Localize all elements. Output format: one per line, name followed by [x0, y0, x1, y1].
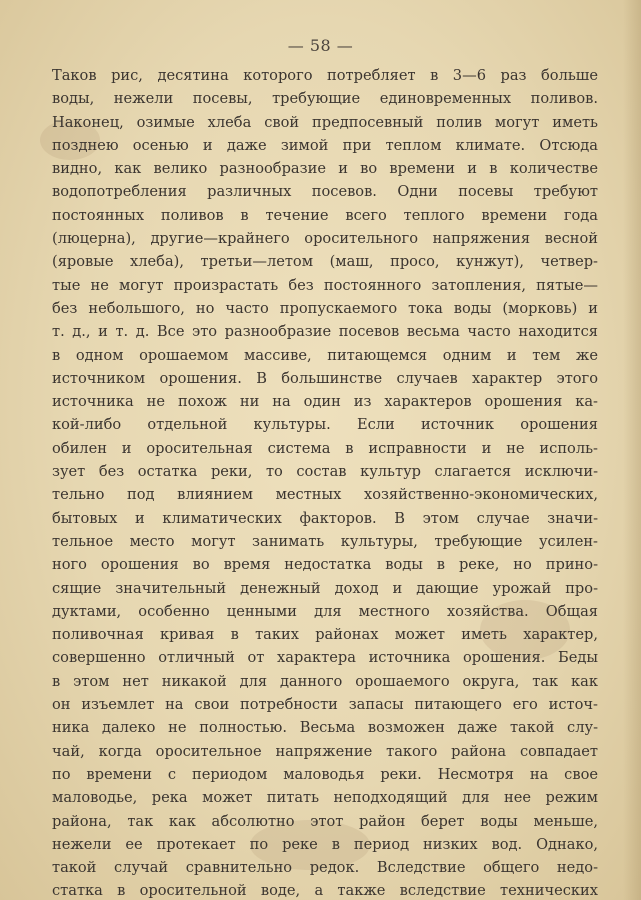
page-edge-shadow [623, 0, 641, 900]
text-line: т. д., и т. д. Все это разнообразие посевов весьма часто находится [52, 323, 598, 341]
text-line: источника не похож ни на один из характеров орошения ка- [52, 393, 598, 411]
text-line: маловодье, река может питать неподходящий для нее режим [52, 789, 598, 807]
text-line: такой случай сравнительно редок. Вследствие общего недо- [52, 859, 598, 877]
body-text [52, 64, 598, 900]
text-line: кой-либо отдельной культуры. Если источник орошения [52, 416, 598, 434]
text-line: в одном орошаемом массиве, питающемся одним и тем же [52, 346, 598, 364]
text-line: тые не могут произрастать без постоянного затопления, пятые— [52, 276, 598, 294]
page-number: — 58 — [287, 36, 354, 55]
text-line: совершенно отличный от характера источника орошения. Беды [52, 649, 598, 667]
text-line: в этом нет никакой для данного орошаемого округа, так как [52, 672, 598, 690]
text-line: ника далеко не полностью. Весьма возможен даже такой слу- [52, 719, 598, 737]
text-line: он изъемлет на свои потребности запасы питающего его источ- [52, 696, 598, 714]
text-line: тельно под влиянием местных хозяйственно-экономических, [52, 486, 598, 504]
text-line: источником орошения. В большинстве случаев характер этого [52, 369, 598, 387]
text-line: поливочная кривая в таких районах может иметь характер, [52, 626, 598, 644]
text-line: (люцерна), другие—крайнего оросительного напряжения весной [52, 230, 598, 248]
text-line: нежели ее протекает по реке в период низких вод. Однако, [52, 835, 598, 853]
text-line: видно, как велико разнообразие и во времени и в количестве [52, 160, 598, 178]
text-line: района, так как абсолютно этот район берет воды меньше, [52, 812, 598, 830]
text-line: статка в оросительной воде, а также вследствие технических [52, 882, 598, 900]
text-line: Таков рис, десятина которого потребляет в 3—6 раз больше [52, 67, 598, 84]
text-line: постоянных поливов в течение всего теплого времени года [52, 206, 598, 224]
text-line: чай, когда оросительное напряжение такого района совпадает [52, 742, 598, 760]
text-line: водопотребления различных посевов. Одни посевы требуют [52, 183, 598, 201]
text-line: сящие значительный денежный доход и дающие урожай про- [52, 579, 598, 597]
text-line: без небольшого, но часто пропускаемого тока воды (морковь) и [52, 299, 598, 317]
text-line: зует без остатка реки, то состав культур слагается исключи- [52, 463, 598, 481]
text-line: обилен и оросительная система в исправности и не исполь- [52, 439, 598, 457]
text-line: Наконец, озимые хлеба свой предпосевный полив могут иметь [52, 113, 598, 131]
text-line: по времени с периодом маловодья реки. Несмотря на свое [52, 765, 598, 783]
text-line: позднею осенью и даже зимой при теплом климате. Отсюда [52, 136, 598, 154]
text-line: воды, нежели посевы, требующие единовременных поливов. [52, 90, 598, 108]
text-line: (яровые хлеба), третьи—летом (маш, просо, кунжут), четвер- [52, 253, 598, 271]
text-line: дуктами, особенно ценными для местного хозяйства. Общая [52, 602, 598, 620]
text-line: бытовых и климатических факторов. В этом случае значи- [52, 509, 598, 527]
text-line: ного орошения во время недостатка воды в реке, но прино- [52, 556, 598, 574]
text-line: тельное место могут занимать культуры, требующие усилен- [52, 532, 598, 550]
